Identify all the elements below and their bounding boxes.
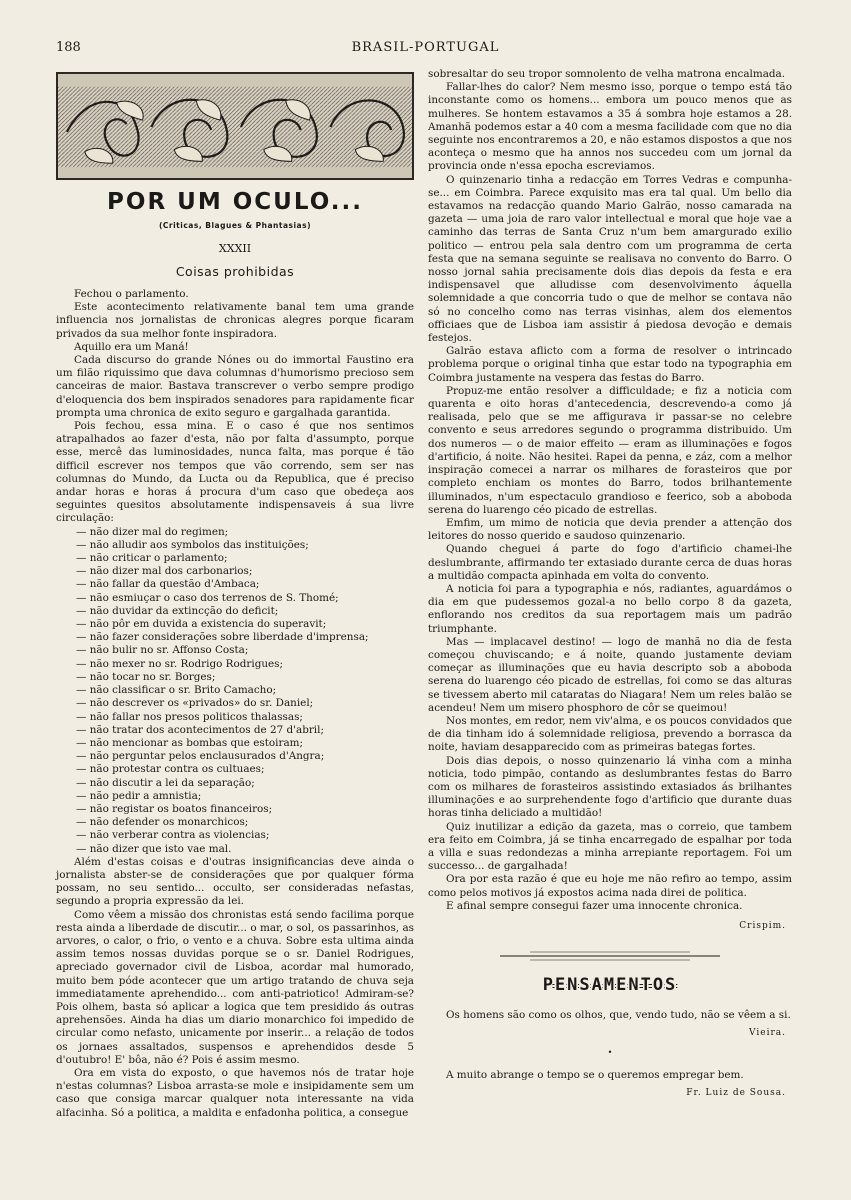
list-item: — não tocar no sr. Borges; [76, 671, 414, 684]
list-item: — não registar os boatos financeiros; [76, 803, 414, 816]
paragraph: Quiz inutilizar a edição da gazeta, mas o correio, que tambem era feito em Coimbra, já se tinha encarregado de espalhar por toda a villa e suas redondezas a minha arrepiante reportagem. Foi um successo... de gargalhada! [428, 820, 792, 873]
article-title: POR UM OCULO... [107, 189, 363, 215]
list-item: — não alludir aos symbolos das instituições; [76, 539, 414, 552]
paragraph: Cada discurso do grande Nónes ou do immortal Faustino era um filão riquissimo que dava columnas d'humorismo precioso sem canceiras de maior. Bastava transcrever o verbo sempre prodigo d'eloquencia dos bem inspirados senadores para rapidamente ficar prompta uma chronica de exito seguro e gargalhada garantida. [56, 354, 414, 419]
list-item: — não dizer que isto vae mal. [76, 843, 414, 856]
right-column [428, 68, 792, 1098]
article-subtitle: (Criticas, Blagues & Phantasias) [158, 221, 312, 230]
ornamental-divider [500, 949, 720, 963]
list-item: — não duvidar da extincção do deficit; [76, 605, 414, 618]
list-item: — não perguntar pelos enclausurados d'Angra; [76, 750, 414, 763]
list-item: — não criticar o parlamento; [76, 552, 414, 565]
paragraph: Ora por esta razão é que eu hoje me não refiro ao tempo, assim como pelos motivos já expostos acima nada direi de politica. [428, 873, 792, 899]
list-item: — não pôr em duvida a existencia do superavit; [76, 618, 414, 631]
list-item: — não fallar da questão d'Ambaca; [76, 578, 414, 591]
page-number: 188 [56, 40, 81, 55]
paragraphs-before-list [56, 288, 414, 526]
paragraph: Este acontecimento relativamente banal tem uma grande influencia nos jornalistas de chronicas alegres porque ficaram privados da sua melhor fonte inspiradora. [56, 301, 414, 340]
thought-quote: Os homens são como os olhos, que, vendo tudo, não se vêem a si. [446, 1009, 791, 1021]
paragraph: Como vêem a missão dos chronistas está sendo facilima porque resta ainda a liberdade de discutir... o mar, o sol, os passarinhos, as arvores, o calor, o frio, o vento e a chuva. Sobre esta ultima ainda assim temos nossas duvidas porque se o sr. Daniel Rodrigues, apreciado governador civil de Lisboa, acordar mal humorado, muito bem póde acontecer que um artigo tratando de chuva seja immediatamente aprehendido... com anti-patriotico! Admiram-se? Pois olhem, basta só aplicar a logica que tem presidido ás outras aprehensões. Ainda ha dias um diario monarchico foi impedido de circular como nefasto, unicamente por inserir... a relação de todos os jornaes assaltados, suspensos e aprehendidos desde 5 d'outubro! E' bôa, não é? Pois é assim mesmo. [56, 908, 414, 1066]
section-heading: Coisas prohibidas [175, 264, 295, 279]
paragraph: Fallar-lhes do calor? Nem mesmo isso, porque o tempo está tão inconstante como os homens... embora um pouco menos que as mulheres. Se hontem estavamos a 35 á sombra hoje estamos a 28. Amanhã podemos estar a 40 com a mesma facilidade com que no dia seguinte nos encontraremos a 20, e não estamos dispostos a que nos aconteça o mesmo que ha annos nos succedeu com um jornal da provincia onde n'essa epocha escreviamos. [428, 81, 792, 173]
paragraph: Galrão estava aflicto com a forma de resolver o intrincado problema porque o original tinha que estar todo na typographia em Coimbra justamente na vespera das festas do Barro. [428, 345, 792, 384]
paragraph: Além d'estas coisas e d'outras insignificancias deve ainda o jornalista abster-se de considerações que por qualquer fórma possam, no seu sentido... occulto, ser consideradas nefastas, segundo a propria expressão da lei. [56, 855, 414, 908]
list-item: — não defender os monarchicos; [76, 816, 414, 829]
list-item: — não mencionar as bombas que estoiram; [76, 737, 414, 750]
left-column [56, 68, 414, 1120]
paragraph: Ora em vista do exposto, o que havemos nós de tratar hoje n'estas columnas? Lisboa arrasta-se mole e insipidamente sem um caso que consiga marcar qualquer nota interessante na vida alfacinha. Só a politica, a maldita e enfadonha politica, a consegue [56, 1066, 414, 1119]
list-item: — não descrever os «privados» do sr. Daniel; [76, 697, 414, 710]
list-item: — não classificar o sr. Brito Camacho; [76, 684, 414, 697]
list-item: — não protestar contra os cultuaes; [76, 763, 414, 776]
list-item: — não pedir a amnistia; [76, 790, 414, 803]
paragraph: E afinal sempre consegui fazer uma innocente chronica. [446, 899, 743, 912]
list-item: — não tratar dos acontecimentos de 27 d'abril; [76, 724, 414, 737]
list-item: — não fallar nos presos politicos thalassas; [76, 711, 414, 724]
list-item: — não dizer mal dos carbonarios; [76, 565, 414, 578]
list-item: — não esmiuçar o caso dos terrenos de S. Thomé; [76, 592, 414, 605]
list-item: — não mexer no sr. Rodrigo Rodrigues; [76, 658, 414, 671]
paragraph: Quando cheguei á parte do fogo d'artificio chamei-lhe deslumbrante, affirmando ter extasiado durante cerca de duas horas a multidão compacta apinhada em volta do convento. [428, 543, 792, 582]
thought-quote: A muito abrange o tempo se o queremos empregar bem. [446, 1069, 744, 1082]
prohibitions-list [56, 526, 414, 856]
paragraph: O quinzenario tinha a redacção em Torres Vedras e compunha-se... em Coimbra. Parece exquisito mas era tal qual. Um bello dia estavamos na redacção quando Mario Galrão, nosso camarada na gazeta — uma joia de raro valor intellectual e moral que hoje vae a caminho das terras de Santa Cruz n'um bem amargurado exilio politico — entrou pela sala dentro com um programma de certa festa que na semana seguinte se realisava no convento do Barro. O nosso jornal sahia precisamente dois dias depois da festa e era indispensavel que alludisse com desenvolvimento áquella solemnidade a que concorria tudo o que de melhor se contava não só no concelho como nas terras visinhas, alem dos elementos officiaes que de Lisboa iam assistir á piedosa devoção e demais festejos. [428, 173, 792, 345]
thought-author: Fr. Luiz de Sousa. [686, 1088, 786, 1099]
separator-dot: • [607, 1048, 613, 1058]
paragraphs-after-list [56, 856, 414, 1120]
thoughts-title: PENSAMENTOS [542, 975, 678, 995]
paragraph: Propuz-me então resolver a difficuldade; e fiz a noticia com quarenta e oito horas d'antecedencia, descrevendo-a como já realisada, pelo que se me affigurava ir passar-se no celebre convento e seus arredores segundo o programma distribuido. Um dos numeros — o de maior effeito — eram as illuminações e fogos d'artificio, á noite. Não hesitei. Rapei da penna, e záz, com a melhor inspiração comecei a narrar os milhares de forasteiros que por completo enchiam os montes do Barro, todos brilhantemente illuminados, n'um espectaculo grandioso e feerico, sob a aboboda serena do luarengo céo picado de estrellas. [428, 384, 792, 516]
paragraph: Pois fechou, essa mina. E o caso é que nos sentimos atrapalhados ao fazer d'esta, não por falta d'assumpto, porque esse, mercê das luminosidades, nunca falta, mas porque é tão difficil escrever nos tempos que vão correndo, sem ser nas columnas do Mundo, da Lucta ou da Republica, que é preciso andar horas e horas á procura d'um caso que obedeça aos seguintes quesitos absolutamente indispensaveis á sua livre circulação: [56, 420, 414, 525]
paragraph: Fechou o parlamento. [74, 288, 189, 300]
paragraph: Emfim, um mimo de noticia que devia prender a attenção dos leitores do nosso querido e saudoso quinzenario. [428, 516, 792, 543]
running-title: BRASIL-PORTUGAL [351, 40, 500, 55]
paragraph: sobresaltar do seu tropor somnolento de velha matrona encalmada. [428, 68, 786, 80]
paragraph: Dois dias depois, o nosso quinzenario lá vinha com a minha noticia, todo pimpão, contando as deslumbrantes festas do Barro com os milhares de forasteiros assistindo extasiados ás brilhantes illuminações e ao surprehendente fogo d'artificio que durante duas horas tinha deliciado a multidão! [428, 754, 792, 820]
list-item: — não fazer considerações sobre liberdade d'imprensa; [76, 631, 414, 644]
paragraph: Aquillo era um Maná! [74, 340, 189, 353]
list-item: — não discutir a lei da separação; [76, 777, 414, 790]
author-signature: Crispim. [739, 921, 786, 931]
list-item: — não dizer mal do regimen; [76, 526, 414, 539]
list-item: — não verberar contra as violencias; [76, 829, 414, 842]
article-number: XXXII [218, 242, 252, 255]
paragraph: Mas — implacavel destino! — logo de manhã no dia de festa começou chuviscando; e á noite, quando justamente deviam começar as illuminações que eu havia descripto sob a aboboda serena do luarengo céo picado de estrellas, foi como se das alturas se tivessem aberto mil cataratas do Niagara! Nem um reles balão se acendeu! Nem um misero phosphoro de côr se queimou! [428, 635, 792, 714]
ornamental-banner-image [56, 72, 414, 180]
thoughts-section [428, 1009, 792, 1098]
thought-author: Vieira. [749, 1028, 786, 1039]
paragraph: A noticia foi para a typographia e nós, radiantes, aguardámos o dia em que pudessemos gozal-a no bello corpo 8 da gazeta, enflorando nos creditos da sua reportagem mais um padrão triumphante. [428, 582, 792, 635]
list-item: — não bulir no sr. Affonso Costa; [76, 644, 414, 657]
paragraph: Nos montes, em redor, nem viv'alma, e os poucos convidados que de dia tinham ido á solemnidade religiosa, prevendo a borrasca da noite, haviam desapparecido com as primeiras bategas fortes. [428, 714, 792, 754]
